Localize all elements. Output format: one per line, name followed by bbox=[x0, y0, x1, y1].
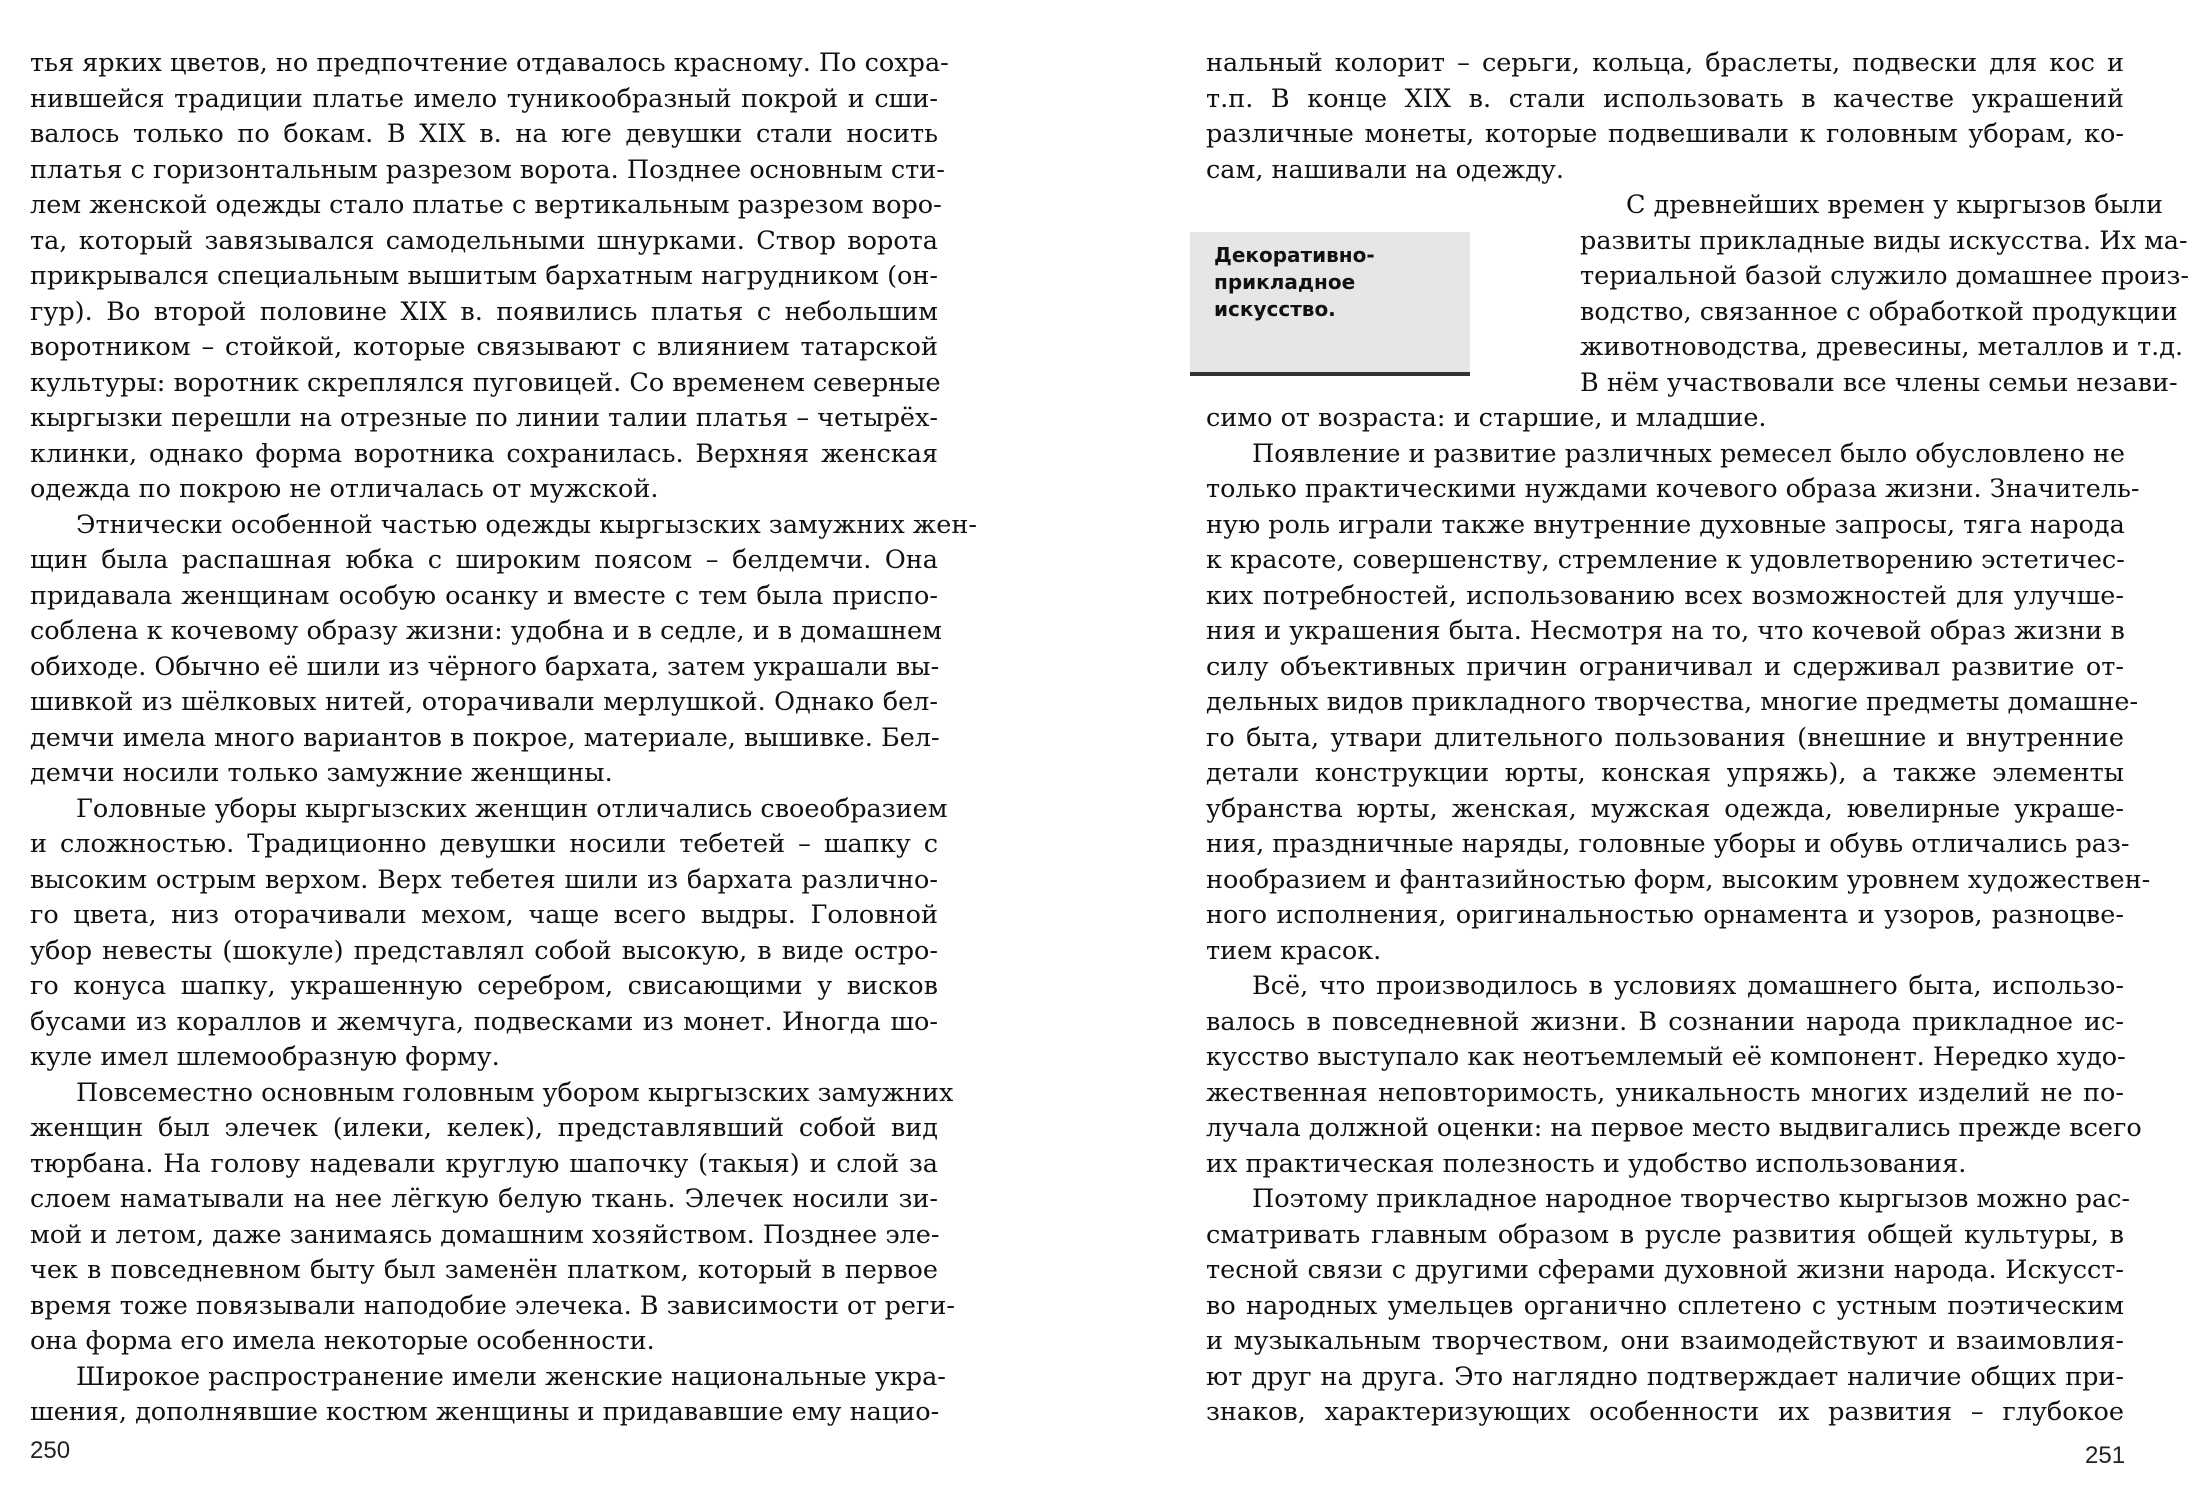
text-line: слоем наматывали на нее лёгкую белую ткань. Элечек носили зи- bbox=[30, 1184, 938, 1214]
text-line: только практическими нуждами кочевого образа жизни. Значитель- bbox=[1206, 474, 2140, 504]
text-line: бусами из кораллов и жемчуга, подвесками из монет. Иногда шо- bbox=[30, 1006, 938, 1037]
text-line: высоким острым верхом. Верх тебетея шили из бархата различно- bbox=[30, 864, 938, 895]
text-line: культуры: воротник скреплялся пуговицей. Со временем северные bbox=[30, 367, 941, 398]
text-line: сам, нашивали на одежду. bbox=[1206, 154, 1565, 185]
section-heading-line: искусство. bbox=[1214, 297, 1336, 321]
text-line: шения, дополнявшие костюм женщины и придававшие ему нацио- bbox=[30, 1397, 940, 1427]
text-line: чек в повседневном быту был заменён платком, который в первое bbox=[30, 1255, 938, 1285]
text-line: го цвета, низ оторачивали мехом, чаще всего выдры. Головной bbox=[30, 900, 938, 930]
text-line: В нём участвовали все члены семьи незави- bbox=[1580, 367, 2178, 398]
text-line: ную роль играли также внутренние духовные запросы, тяга народа bbox=[1206, 509, 2125, 540]
text-line: детали конструкции юрты, конская упряжь), а также элементы bbox=[1206, 758, 2124, 788]
text-line: Этнически особенной частью одежды кыргызских замужних жен- bbox=[76, 509, 977, 540]
right-page bbox=[1080, 0, 2189, 1501]
text-line: и музыкальным творчеством, они взаимодействуют и взаимовлия- bbox=[1206, 1326, 2124, 1356]
text-line: время тоже повязывали наподобие элечека. В зависимости от реги- bbox=[30, 1290, 955, 1321]
text-line: го конуса шапку, украшенную серебром, свисающими у висков bbox=[30, 971, 938, 1001]
page-number-right: 251 bbox=[2085, 1442, 2126, 1469]
text-line: мой и летом, даже занимаясь домашним хозяйством. Позднее эле- bbox=[30, 1219, 940, 1250]
text-line: ют друг на друга. Это наглядно подтверждает наличие общих при- bbox=[1206, 1361, 2124, 1392]
left-page-text bbox=[30, 46, 977, 1431]
text-line: Повсеместно основным головным убором кыргызских замужних bbox=[76, 1077, 954, 1108]
page-number-left: 250 bbox=[30, 1437, 71, 1464]
text-line: нальный колорит – серьги, кольца, браслеты, подвески для кос и bbox=[1206, 48, 2124, 78]
text-line: гур). Во второй половине XIX в. появились платья с небольшим bbox=[30, 296, 938, 327]
text-line: кыргызки перешли на отрезные по линии талии платья – четырёх- bbox=[30, 403, 938, 433]
text-line: териальной базой служило домашнее произ- bbox=[1580, 261, 2189, 291]
text-line: обиходе. Обычно её шили из чёрного бархата, затем украшали вы- bbox=[30, 651, 940, 682]
text-line: тием красок. bbox=[1206, 935, 1382, 966]
text-line: во народных умельцев органично сплетено с устным поэтическим bbox=[1206, 1290, 2124, 1321]
text-line: жественная неповторимость, уникальность многих изделий не по- bbox=[1206, 1077, 2124, 1108]
text-line: нившейся традиции платье имело туникообразный покрой и сши- bbox=[30, 83, 938, 114]
text-line: прикрывался специальным вышитым бархатным нагрудником (он- bbox=[30, 261, 938, 291]
right-page-text-bottom bbox=[1206, 401, 2151, 1431]
text-line: шивкой из шёлковых нитей, оторачивали мерлушкой. Однако бел- bbox=[30, 687, 938, 717]
text-line: женщин был элечек (илеки, келек), представлявший собой вид bbox=[30, 1113, 938, 1143]
text-line: лем женской одежды стало платье с вертикальным разрезом воро- bbox=[30, 190, 942, 220]
text-line: тесной связи с другими сферами духовной жизни народа. Искусст- bbox=[1206, 1255, 2124, 1285]
text-line: тюрбана. На голову надевали круглую шапочку (такыя) и слой за bbox=[30, 1148, 938, 1179]
text-line: Всё, что производилось в условиях домашнего быта, использо- bbox=[1252, 971, 2124, 1001]
text-line: и сложностью. Традиционно девушки носили тебетей – шапку с bbox=[30, 829, 938, 859]
text-line: она форма его имела некоторые особенности. bbox=[30, 1326, 655, 1356]
text-line: одежда по покрою не отличалась от мужской. bbox=[30, 474, 659, 504]
text-line: развиты прикладные виды искусства. Их ма- bbox=[1580, 225, 2188, 256]
text-line: та, который завязывался самодельными шнурками. Створ ворота bbox=[30, 225, 938, 256]
text-line: демчи носили только замужние женщины. bbox=[30, 758, 613, 788]
text-line: придавала женщинам особую осанку и вместе с тем была приспо- bbox=[30, 580, 938, 611]
text-line: убранства юрты, женская, мужская одежда, ювелирные украше- bbox=[1206, 793, 2124, 824]
text-line: валось только по бокам. В XIX в. на юге девушки стали носить bbox=[30, 119, 938, 149]
section-heading bbox=[1214, 242, 1454, 323]
text-line: водство, связанное с обработкой продукции bbox=[1580, 296, 2178, 327]
text-line: силу объективных причин ограничивал и сдерживал развитие от- bbox=[1206, 651, 2124, 682]
text-line: животноводства, древесины, металлов и т.д. bbox=[1580, 332, 2184, 362]
text-line: нообразием и фантазийностью форм, высоким уровнем художествен- bbox=[1206, 864, 2151, 895]
text-line: клинки, однако форма воротника сохранилась. Верхняя женская bbox=[30, 438, 938, 469]
text-line: щин была распашная юбка с широким поясом – белдемчи. Она bbox=[30, 545, 938, 575]
text-line: т.п. В конце XIX в. стали использовать в качестве украшений bbox=[1206, 83, 2124, 114]
text-line: кусство выступало как неотъемлемый её компонент. Нередко худо- bbox=[1206, 1042, 2126, 1072]
text-line: знаков, характеризующих особенности их развития – глубокое bbox=[1206, 1397, 2124, 1427]
text-line: дельных видов прикладного творчества, многие предметы домашне- bbox=[1206, 687, 2139, 717]
section-heading-line: прикладное bbox=[1214, 270, 1356, 294]
text-line: Появление и развитие различных ремесел было обусловлено не bbox=[1252, 438, 2126, 469]
text-line: Головные уборы кыргызских женщин отличались своеобразием bbox=[76, 793, 948, 824]
text-line: платья с горизонтальным разрезом ворота. Позднее основным сти- bbox=[30, 154, 945, 185]
text-line: убор невесты (шокуле) представлял собой высокую, в виде остро- bbox=[30, 935, 938, 966]
left-page bbox=[0, 0, 1080, 1501]
right-page-text-wrapped bbox=[1580, 188, 2189, 401]
text-line: ного исполнения, оригинальностью орнамента и узоров, разноцве- bbox=[1206, 900, 2124, 930]
text-line: тья ярких цветов, но предпочтение отдавалось красному. По сохра- bbox=[30, 48, 949, 78]
section-heading-line: Декоративно- bbox=[1214, 243, 1375, 267]
text-line: куле имел шлемообразную форму. bbox=[30, 1042, 500, 1072]
text-line: ния, праздничные наряды, головные уборы и обувь отличались раз- bbox=[1206, 829, 2130, 859]
text-line: лучала должной оценки: на первое место выдвигались прежде всего bbox=[1206, 1113, 2142, 1143]
text-line: го быта, утвари длительного пользования (внешние и внутренние bbox=[1206, 722, 2124, 753]
text-line: ких потребностей, использованию всех возможностей для улучше- bbox=[1206, 580, 2124, 611]
text-line: к красоте, совершенству, стремление к удовлетворению эстетичес- bbox=[1206, 545, 2125, 575]
text-line: ния и украшения быта. Несмотря на то, что кочевой образ жизни в bbox=[1206, 616, 2125, 646]
text-line: симо от возраста: и старшие, и младшие. bbox=[1206, 403, 1767, 433]
text-line: С древнейших времен у кыргызов были bbox=[1626, 190, 2164, 220]
text-line: Поэтому прикладное народное творчество кыргызов можно рас- bbox=[1252, 1184, 2131, 1214]
text-line: воротником – стойкой, которые связывают с влиянием татарской bbox=[30, 332, 938, 362]
text-line: различные монеты, которые подвешивали к головным уборам, ко- bbox=[1206, 119, 2124, 149]
text-line: Широкое распространение имели женские национальные укра- bbox=[76, 1361, 946, 1392]
text-line: валось в повседневной жизни. В сознании народа прикладное ис- bbox=[1206, 1006, 2124, 1037]
text-line: демчи имела много вариантов в покрое, материале, вышивке. Бел- bbox=[30, 722, 940, 753]
text-line: их практическая полезность и удобство использования. bbox=[1206, 1148, 1967, 1179]
text-line: соблена к кочевому образу жизни: удобна и в седле, и в домашнем bbox=[30, 616, 942, 646]
text-line: сматривать главным образом в русле развития общей культуры, в bbox=[1206, 1219, 2124, 1250]
right-page-text-top bbox=[1206, 46, 2124, 188]
